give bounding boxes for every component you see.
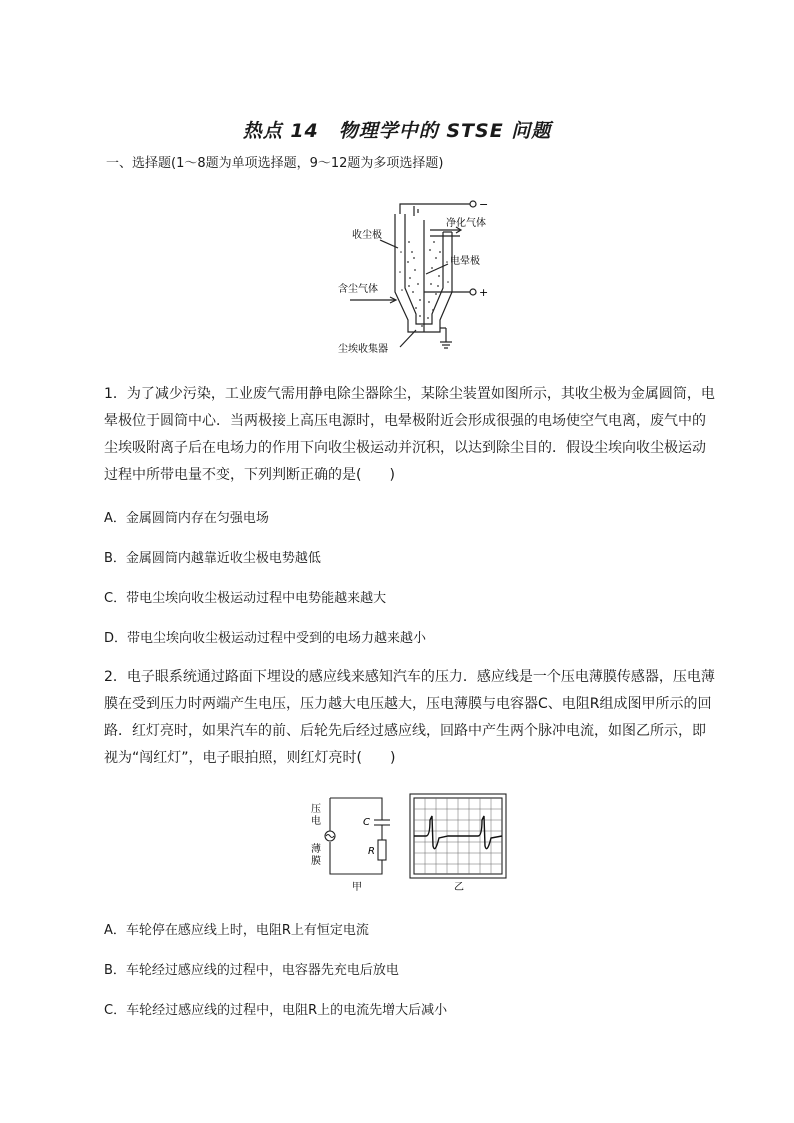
label-dusty-gas: 含尘气体	[338, 284, 378, 295]
q1-option-b: B．金属圆筒内越靠近收尘极电势越低	[104, 551, 321, 566]
caption-yi: 乙	[454, 882, 464, 893]
q1-option-d: D．带电尘埃向收尘极运动过程中受到的电场力越来越小	[104, 631, 427, 646]
section-header: 一、选择题(1～8题为单项选择题，9～12题为多项选择题)	[106, 156, 444, 171]
caption-jia: 甲	[352, 882, 362, 893]
q1-option-a: A．金属圆筒内存在匀强电场	[104, 511, 269, 526]
q2-option-b: B．车轮经过感应线的过程中，电容器先充电后放电	[104, 963, 399, 978]
film-label-3: 薄	[311, 844, 321, 855]
film-label-1: 压	[311, 804, 321, 815]
label-capacitor: C	[363, 817, 370, 828]
label-minus: −	[479, 198, 489, 211]
label-collector: 收尘极	[352, 230, 382, 241]
film-label-2: 电	[311, 816, 321, 827]
film-label-4: 膜	[311, 856, 321, 867]
q2-option-c: C．车轮经过感应线的过程中，电阻R上的电流先增大后减小	[104, 1003, 448, 1018]
label-corona: 电晕极	[450, 256, 480, 267]
label-resistor: R	[368, 846, 375, 857]
question-1-text: 1．为了减少污染，工业废气需用静电除尘器除尘，某除尘装置如图所示，其收尘极为金属圆筒，电晕极位于圆筒中心．当两极接上高压电源时，电晕极附近会形成很强的电场使空气电离，废气中的尘埃吸附离子后在电场力的作用下向收尘极运动并沉积，以达到除尘目的．假设尘埃向收尘极运动过程中所带电量不变，下列判断正确的是( )	[104, 386, 715, 483]
circuit-figure	[308, 790, 518, 894]
label-clean-gas: 净化气体	[446, 218, 486, 229]
question-1	[104, 381, 716, 489]
precipitator-diagram	[330, 192, 500, 362]
label-dust-box: 尘埃收集器	[338, 344, 388, 355]
q2-option-a: A．车轮停在感应线上时，电阻R上有恒定电流	[104, 923, 369, 938]
page-title: 热点 14 物理学中的 STSE 问题	[242, 120, 552, 142]
q1-option-c: C．带电尘埃向收尘极运动过程中电势能越来越大	[104, 591, 387, 606]
label-plus: +	[479, 286, 489, 299]
question-2-text: 2．电子眼系统通过路面下埋设的感应线来感知汽车的压力．感应线是一个压电薄膜传感器，压电薄膜在受到压力时两端产生电压，压力越大电压越大，压电薄膜与电容器C、电阻R组成图甲所示的回路．红灯亮时，如果汽车的前、后轮先后经过感应线，回路中产生两个脉冲电流，如图乙所示，即视为“闯红灯”，电子眼拍照，则红灯亮时( )	[104, 669, 715, 766]
question-2	[104, 664, 716, 772]
